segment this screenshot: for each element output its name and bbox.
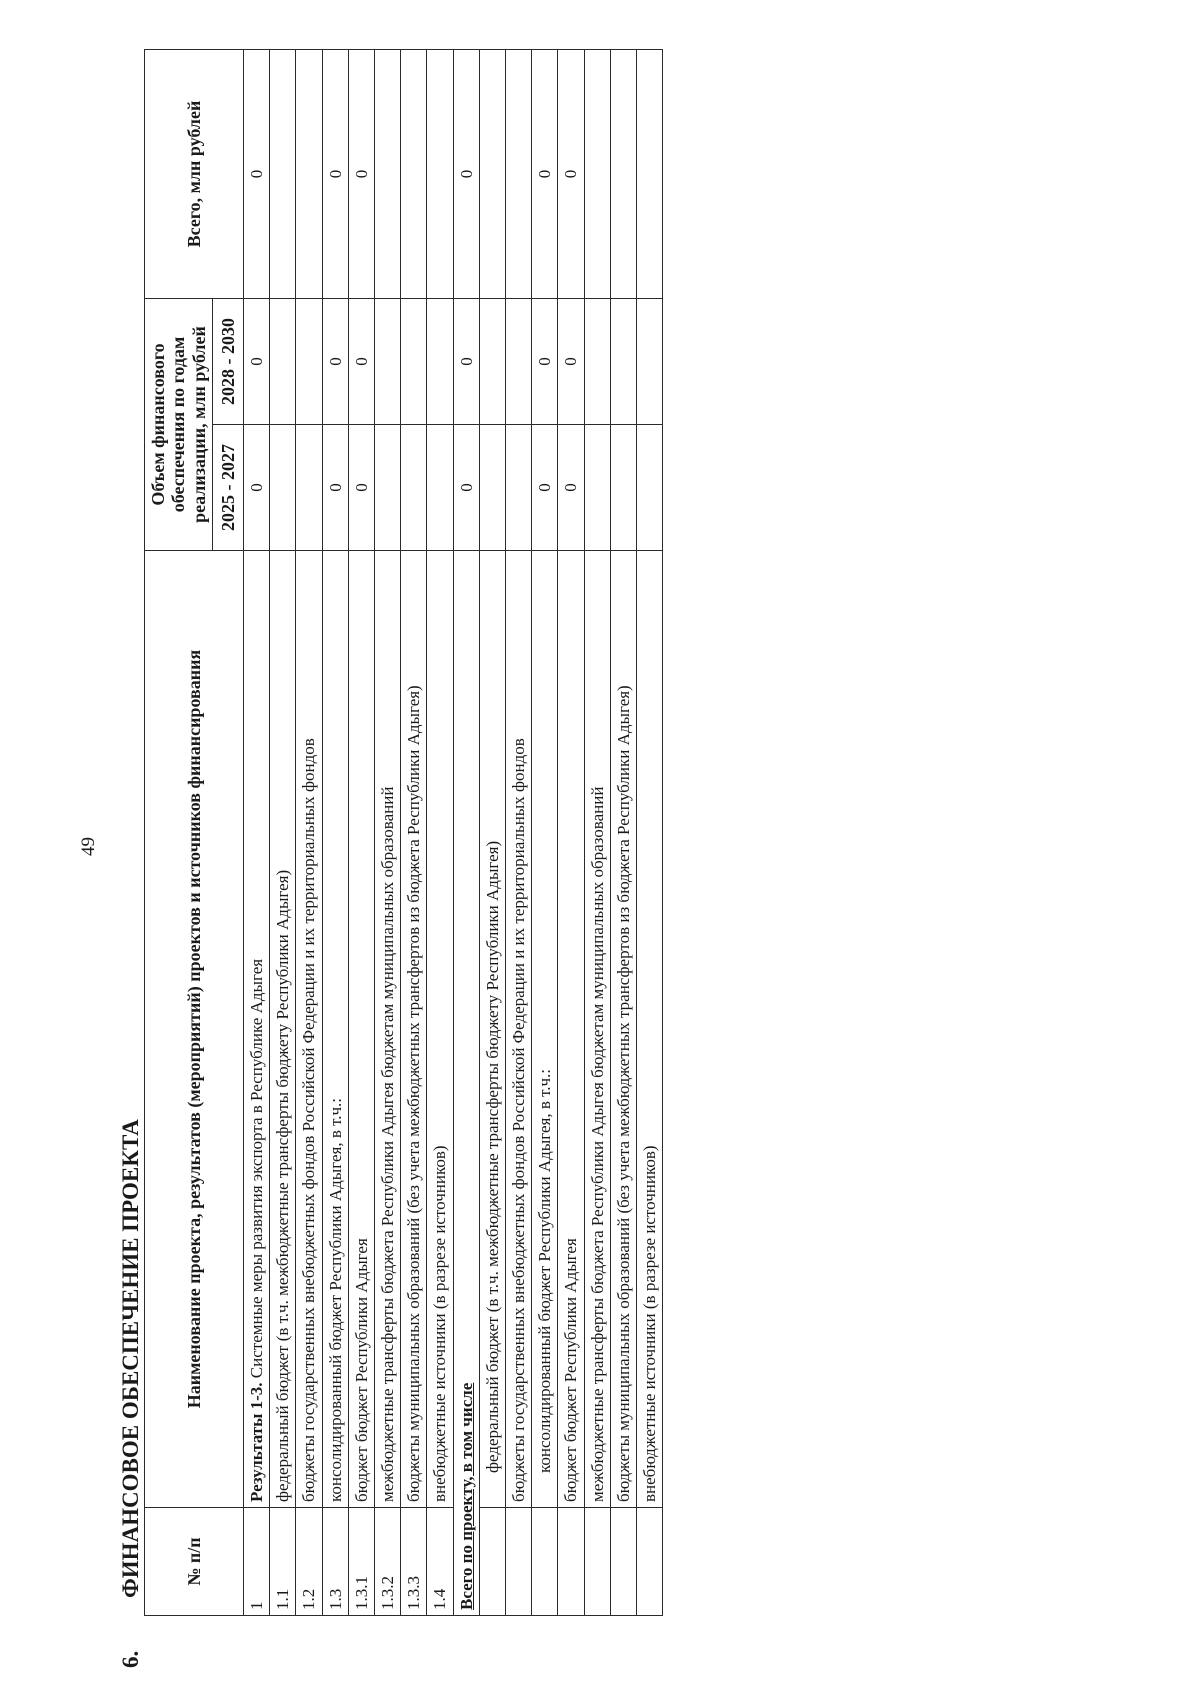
summary-row-value-total <box>506 49 532 298</box>
table-row <box>296 49 322 1615</box>
page-number: 49 <box>78 837 99 856</box>
summary-row-num <box>479 1508 505 1616</box>
table-row <box>322 49 348 1615</box>
summary-row-num <box>610 1508 636 1616</box>
section-heading <box>118 1119 144 1668</box>
row-value-2025-2027 <box>401 425 427 551</box>
header-name: Наименование проекта, результатов (мероприятий) проектов и источников финансирования <box>145 551 244 1508</box>
row-name-text: Системные меры развития экспорта в Республике Адыгея <box>246 958 266 1383</box>
header-period-2: 2028 - 2030 <box>212 298 243 424</box>
summary-detail-row <box>637 49 663 1615</box>
row-value-total <box>270 49 296 298</box>
summary-row-value-2028-2030 <box>637 298 663 424</box>
header-periods: Объем финансового обеспечения по годам реализации, млн рублей <box>145 298 213 550</box>
summary-detail-row <box>532 49 558 1615</box>
row-name: бюджеты государственных внебюджетных фондов Российской Федерации и их территориальных фондов <box>296 551 322 1508</box>
summary-row-value-2028-2030 <box>506 298 532 424</box>
row-name <box>243 551 269 1508</box>
row-value-2025-2027: 0 <box>348 425 374 551</box>
row-value-2025-2027 <box>375 425 401 551</box>
summary-detail-row <box>479 49 505 1615</box>
summary-row-value-2025-2027 <box>637 425 663 551</box>
summary-row-value-total <box>637 49 663 298</box>
summary-row-value-total: 0 <box>558 49 584 298</box>
summary-row-value-total <box>584 49 610 298</box>
row-name: бюджет бюджет Республики Адыгея <box>348 551 374 1508</box>
summary-row-name: консолидированный бюджет Республики Адыгея, в т.ч.: <box>532 551 558 1508</box>
row-value-2028-2030 <box>401 298 427 424</box>
summary-row-name: бюджеты муниципальных образований (без учета межбюджетных трансфертов из бюджета Республики Адыгея) <box>610 551 636 1508</box>
table-row <box>243 49 269 1615</box>
row-value-2028-2030: 0 <box>348 298 374 424</box>
table-row <box>375 49 401 1615</box>
row-num: 1.3.2 <box>375 1508 401 1616</box>
row-value-total: 0 <box>322 49 348 298</box>
summary-row-name: межбюджетные трансферты бюджета Республики Адыгея бюджетам муниципальных образований <box>584 551 610 1508</box>
summary-row-value-2028-2030 <box>584 298 610 424</box>
row-value-2028-2030 <box>375 298 401 424</box>
summary-row-num <box>558 1508 584 1616</box>
financing-table <box>144 49 663 1616</box>
row-value-total: 0 <box>348 49 374 298</box>
summary-detail-row <box>610 49 636 1615</box>
row-value-total <box>375 49 401 298</box>
summary-row-value-2025-2027 <box>584 425 610 551</box>
row-name: консолидированный бюджет Республики Адыгея, в т.ч.: <box>322 551 348 1508</box>
summary-row-num <box>532 1508 558 1616</box>
summary-row-num <box>637 1508 663 1616</box>
summary-row-value-total <box>610 49 636 298</box>
summary-row-value-total: 0 <box>532 49 558 298</box>
row-value-2028-2030: 0 <box>243 298 269 424</box>
row-value-2025-2027 <box>427 425 453 551</box>
summary-value-2028-2030: 0 <box>453 298 479 424</box>
header-num: № п/п <box>145 1508 244 1616</box>
summary-row-value-2025-2027: 0 <box>532 425 558 551</box>
row-value-2025-2027: 0 <box>322 425 348 551</box>
table-row <box>348 49 374 1615</box>
summary-detail-row <box>506 49 532 1615</box>
row-value-total <box>401 49 427 298</box>
summary-row <box>453 49 479 1615</box>
summary-detail-row <box>558 49 584 1615</box>
row-num: 1.2 <box>296 1508 322 1616</box>
summary-row-name: внебюджетные источники (в разрезе источников) <box>637 551 663 1508</box>
summary-row-value-2025-2027: 0 <box>558 425 584 551</box>
table-row <box>401 49 427 1615</box>
section-title: ФИНАНСОВОЕ ОБЕСПЕЧЕНИЕ ПРОЕКТА <box>118 1119 143 1598</box>
summary-row-value-2025-2027 <box>506 425 532 551</box>
header-total: Всего, млн рублей <box>145 49 244 298</box>
table-row <box>427 49 453 1615</box>
row-num: 1.3.3 <box>401 1508 427 1616</box>
table-header-row <box>145 49 213 1615</box>
summary-row-value-2025-2027 <box>610 425 636 551</box>
summary-row-value-total <box>479 49 505 298</box>
row-num: 1.3.1 <box>348 1508 374 1616</box>
row-num: 1 <box>243 1508 269 1616</box>
row-value-2028-2030 <box>296 298 322 424</box>
row-value-2025-2027: 0 <box>243 425 269 551</box>
summary-row-name: федеральный бюджет (в т.ч. межбюджетные трансферты бюджету Республики Адыгея) <box>479 551 505 1508</box>
row-name: межбюджетные трансферты бюджета Республики Адыгея бюджетам муниципальных образований <box>375 551 401 1508</box>
row-name: федеральный бюджет (в т.ч. межбюджетные трансферты бюджету Республики Адыгея) <box>270 551 296 1508</box>
summary-row-name: бюджеты государственных внебюджетных фондов Российской Федерации и их территориальных фондов <box>506 551 532 1508</box>
row-name-bold: Результаты 1-3. <box>246 1382 266 1502</box>
row-value-total <box>296 49 322 298</box>
row-value-total: 0 <box>243 49 269 298</box>
summary-row-value-2028-2030 <box>479 298 505 424</box>
header-period-1: 2025 - 2027 <box>212 425 243 551</box>
row-value-2028-2030: 0 <box>322 298 348 424</box>
row-value-2028-2030 <box>427 298 453 424</box>
row-value-2028-2030 <box>270 298 296 424</box>
summary-row-value-2028-2030 <box>610 298 636 424</box>
summary-title: Всего по проекту, в том числе <box>453 551 479 1616</box>
section-number: 6. <box>118 1650 143 1668</box>
summary-row-value-2028-2030: 0 <box>558 298 584 424</box>
table-row <box>270 49 296 1615</box>
summary-value-total: 0 <box>453 49 479 298</box>
row-name: внебюджетные источники (в разрезе источников) <box>427 551 453 1508</box>
row-value-2025-2027 <box>296 425 322 551</box>
summary-row-value-2025-2027 <box>479 425 505 551</box>
row-num: 1.1 <box>270 1508 296 1616</box>
summary-row-value-2028-2030: 0 <box>532 298 558 424</box>
row-name: бюджеты муниципальных образований (без учета межбюджетных трансфертов из бюджета Республики Адыгея) <box>401 551 427 1508</box>
summary-row-name: бюджет бюджет Республики Адыгея <box>558 551 584 1508</box>
summary-value-2025-2027: 0 <box>453 425 479 551</box>
row-num: 1.3 <box>322 1508 348 1616</box>
summary-detail-row <box>584 49 610 1615</box>
row-num: 1.4 <box>427 1508 453 1616</box>
summary-row-num <box>584 1508 610 1616</box>
row-value-2025-2027 <box>270 425 296 551</box>
row-value-total <box>427 49 453 298</box>
summary-row-num <box>506 1508 532 1616</box>
